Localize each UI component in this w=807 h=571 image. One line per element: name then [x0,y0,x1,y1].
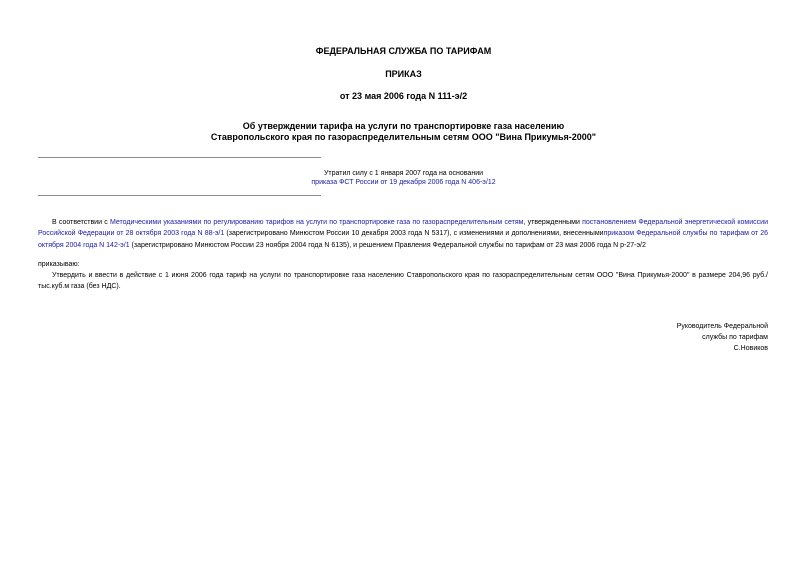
signature-block [677,321,768,354]
signature-line-1: Руководитель Федеральной [676,323,768,330]
fek-resolution-link[interactable]: постановлением Федеральной энергетической комиссии Российской Федерации от 28 октября 2003 года N 88-э/1 [38,219,768,238]
preamble-paragraph [38,217,768,251]
doc-type-heading: ПРИКАЗ [385,69,422,79]
title-line-1: Об утверждении тарифа на услуги по транспортировке газа населению [242,121,565,131]
preamble-text-b: , утвержденными [523,219,583,226]
preamble-text-c: (зарегистрировано Минюстом России 10 декабря 2003 года N 5317), с изменениями и дополнениями, внесенными [224,230,604,238]
fst-order-link[interactable]: приказом Федеральной службы по тарифам от 26 октября 2004 года N 142-э/1 [38,230,768,249]
orders-label: приказываю: [38,261,80,268]
divider-bottom [38,195,321,196]
preamble-text-d: (зарегистрировано Минюстом России 23 ноября 2004 года N 6135), и решением Правления Федеральной службы по тарифам от 23 мая 2006 года N р-27-э/2 [129,241,646,249]
title-line-2: Ставропольского края по газораспределительным сетям ООО "Вина Прикумья-2000" [210,132,597,142]
signature-name: С.Новиков [733,345,768,352]
repeal-order-link[interactable]: приказа ФСТ России от 19 декабря 2006 года N 406-э/12 [311,179,496,186]
date-number: от 23 мая 2006 года N 111-э/2 [339,91,468,101]
signature-line-2: службы по тарифам [702,334,768,341]
order-paragraph: Утвердить и ввести в действие с 1 июня 2006 года тариф на услуги по транспортировке газа населению Ставропольского края по газораспределительным сетям ООО "Вина Прикумья-2000" в размере 204,96 руб./тыс.куб.м газа (без НДС). [38,272,768,291]
divider-top [38,157,321,158]
status-note [0,170,807,186]
status-note-text: Утратил силу с 1 января 2007 года на основании [323,170,484,177]
methodical-guidelines-link[interactable]: Методическими указаниями по регулированию тарифов на услуги по транспортировке газа по газораспределительным сетям [109,219,524,226]
preamble-text-a: В соответствии с [52,219,110,226]
agency-heading: ФЕДЕРАЛЬНАЯ СЛУЖБА ПО ТАРИФАМ [315,46,492,56]
